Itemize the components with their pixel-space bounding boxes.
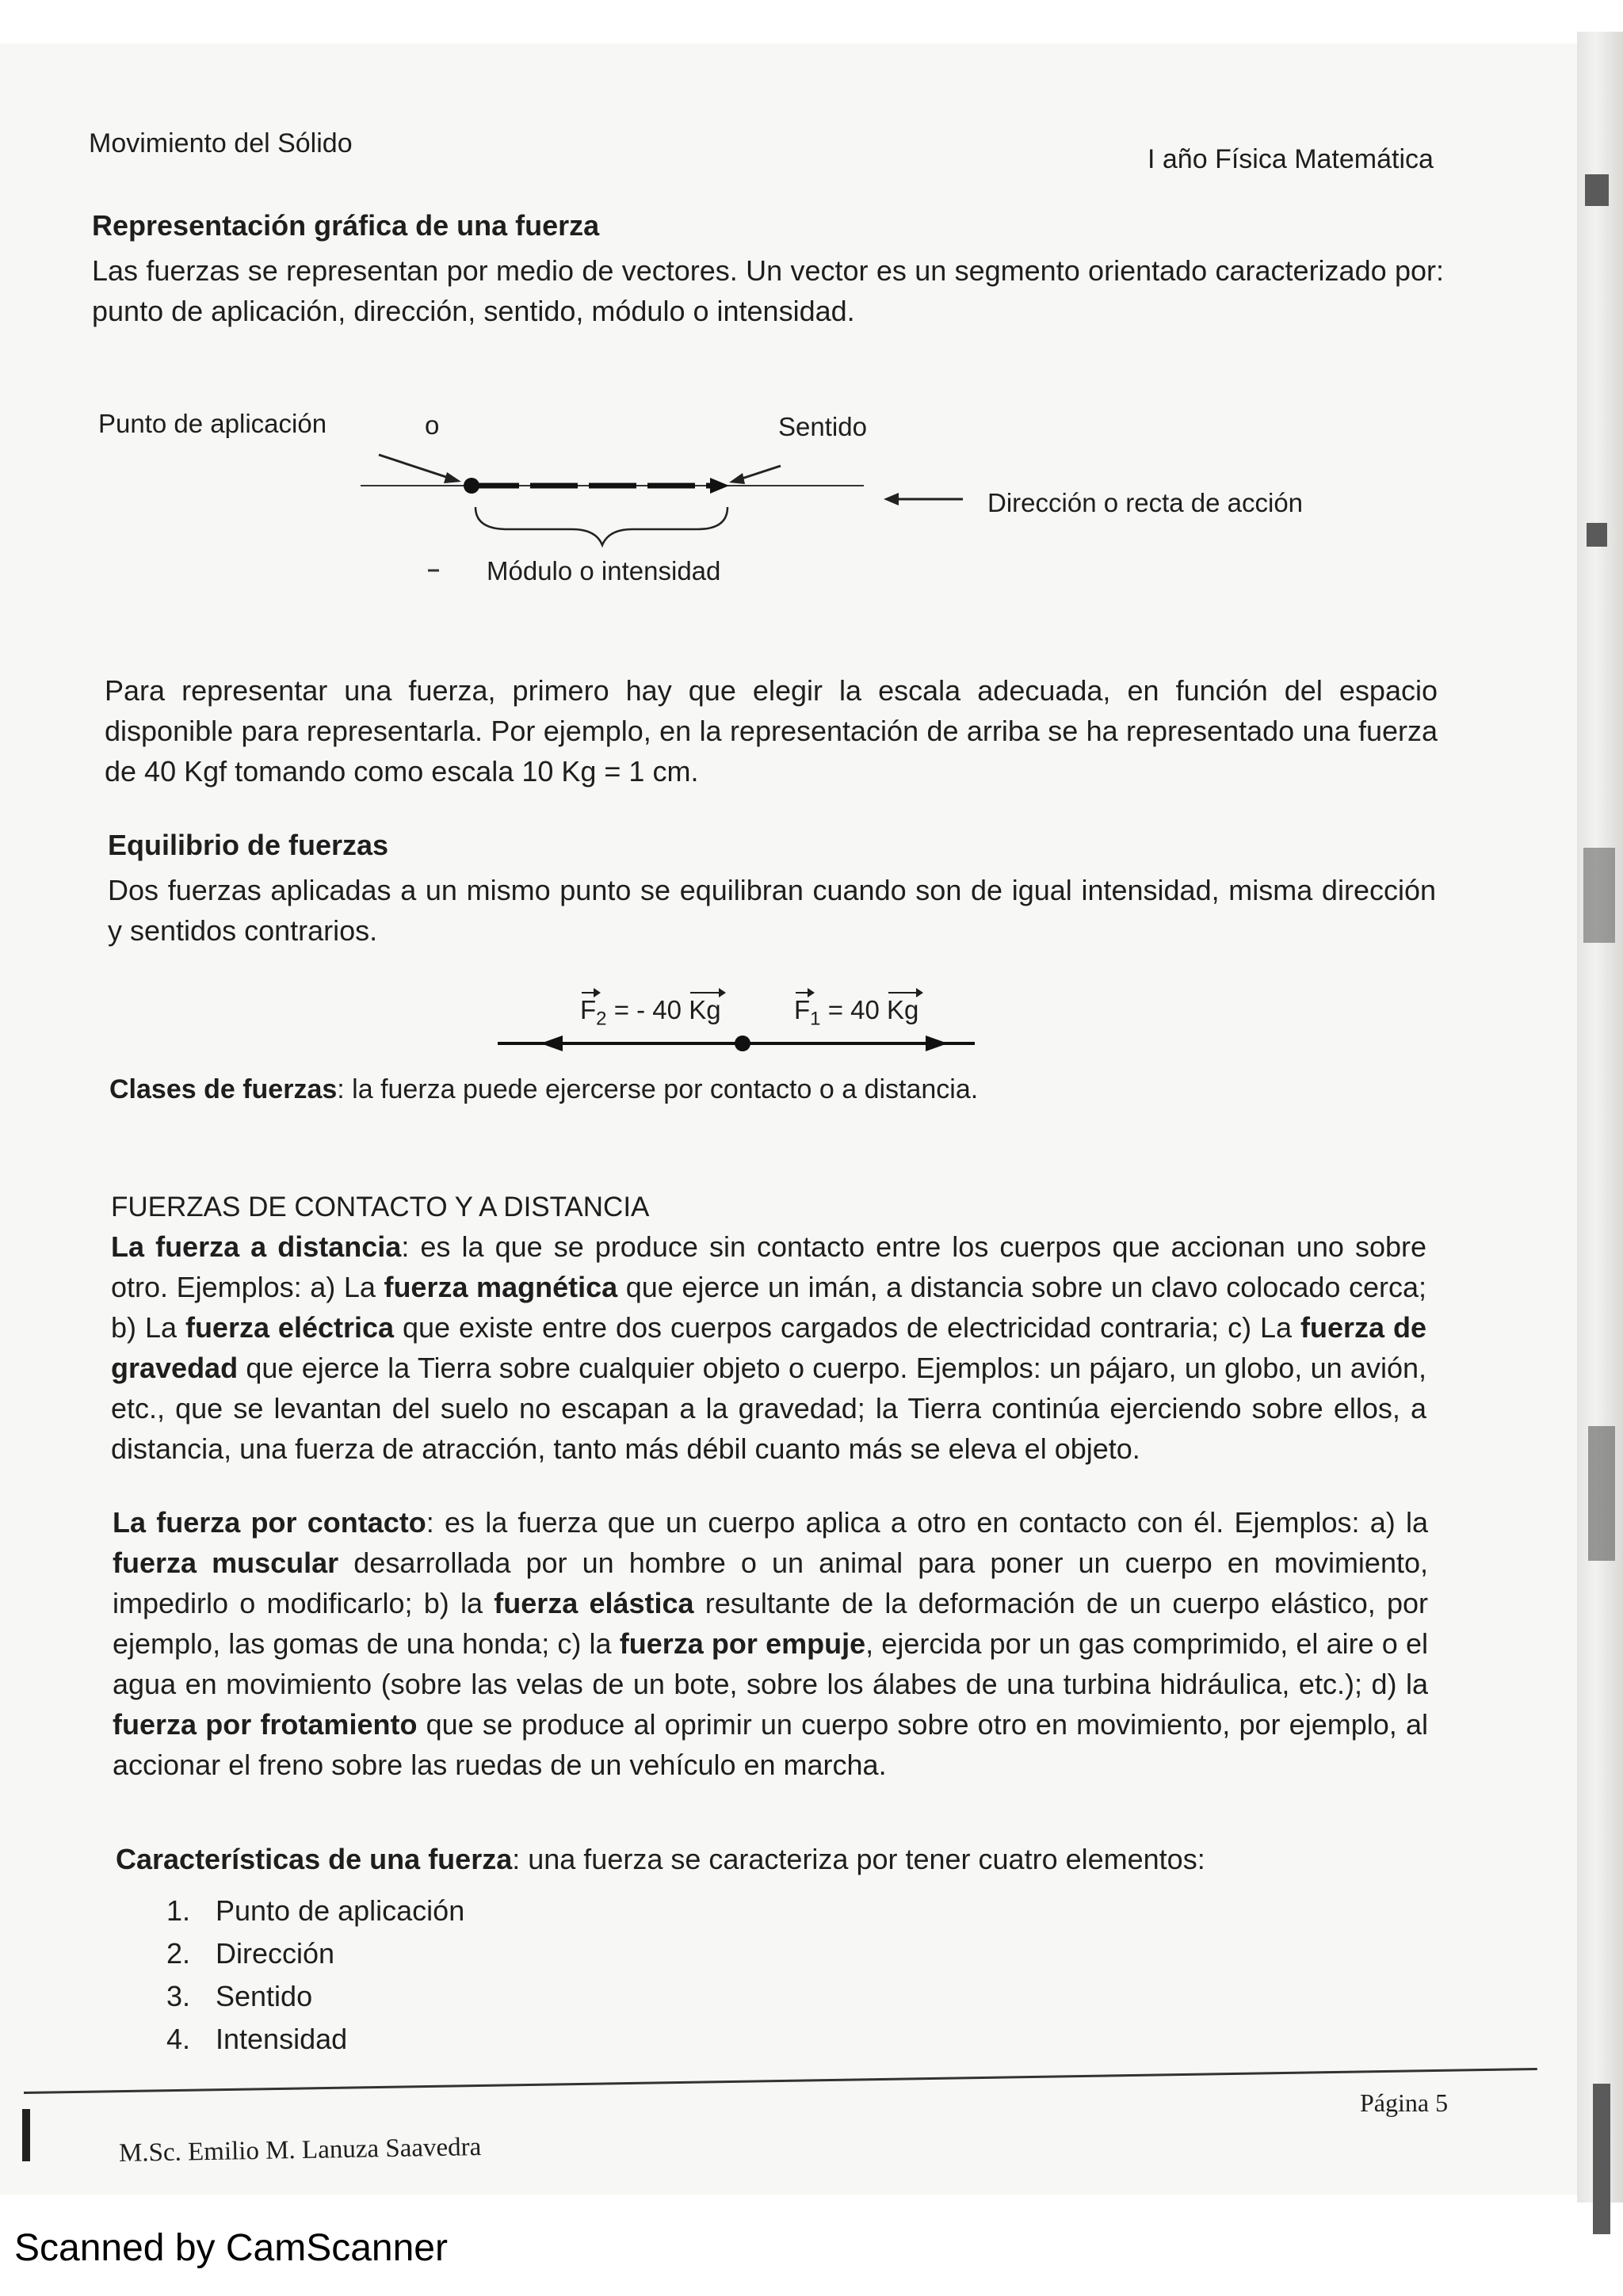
header-left: Movimiento del Sólido [89,128,353,158]
section-text-representation: Las fuerzas se representan por medio de vectores. Un vector es un segmento orientado caracterizado por: punto de aplicación, dirección, sentido, módulo o intensidad. [92,254,1444,327]
label-sense: Sentido [778,412,867,441]
vector-diagram [0,428,1030,586]
paragraph-scale-text: Para representar una fuerza, primero hay que elegir la escala adecuada, en función del espacio disponible para representarla. Por ejemplo, en la representación de arriba se ha representado una fuerza de 40 Kgf tomando como escala 10 Kg = 1 cm. [105,674,1438,788]
elastic-term: fuerza elástica [494,1587,694,1619]
distance-text: que existe entre dos cuerpos cargados de electricidad contraria; c) La [394,1311,1300,1344]
contact-text: resultante de la deformación de un cuerpo elástico, por ejemplo, las gomas de una honda; c) la [113,1587,1428,1660]
vector-arrowhead [710,478,729,494]
label-module: Módulo o intensidad [487,556,721,585]
footer-left-mark [22,2109,30,2161]
f2-symbol: F [580,995,597,1024]
characteristics-list [166,1890,464,2061]
label-direction: Dirección o recta de acción [987,488,1304,517]
friction-term: fuerza por frotamiento [113,1708,418,1741]
list-text: Intensidad [216,2023,348,2055]
contact-text: desarrollada por un hombre o un animal para poner un cuerpo en movimiento, impedirlo o modificarlo; b) la [113,1547,1428,1619]
f1-symbol: F [794,995,811,1024]
edge-mark [1587,523,1607,547]
header-right: I año Física Matemática [1148,144,1434,174]
pointer-sense-head [729,473,745,484]
paragraph-scale [105,670,1438,791]
electric-term: fuerza eléctrica [185,1311,395,1344]
gravity-term: fuerza de gravedad [111,1311,1426,1384]
classes-text: : la fuerza puede ejercerse por contacto o a distancia. [337,1074,979,1104]
pointer-application-head [444,472,461,483]
list-item [166,1890,464,1932]
characteristics-line [116,1843,1205,1876]
list-item [166,1932,464,1975]
f1-unit: Kg [887,995,919,1024]
footer-author: M.Sc. Emilio M. Lanuza Saavedra [118,2133,482,2168]
list-text: Dirección [216,1937,335,1970]
distance-text: : es la que se produce sin contacto entre los cuerpos que accionan uno sobre otro. Ejemplos: a) La [111,1230,1426,1303]
paragraph-contact [113,1502,1428,1785]
module-brace [475,507,727,545]
edge-mark [1593,2084,1610,2234]
contact-text: que se produce al oprimir un cuerpo sobre otro en movimiento, por ejemplo, al accionar el freno sobre las ruedas de un vehículo en marcha. [113,1708,1428,1781]
page-number: Página 5 [1360,2088,1449,2117]
magnetic-term: fuerza magnética [384,1271,618,1303]
list-text: Punto de aplicación [216,1894,465,1927]
section-title-contact-distance: FUERZAS DE CONTACTO Y A DISTANCIA [111,1192,650,1222]
edge-mark [1585,174,1609,206]
list-item [166,2018,464,2061]
list-text: Sentido [216,1980,313,2012]
contact-text: , ejercida por un gas comprimido, el aire o el agua en movimiento (sobre las velas de un bote, sobre los álabes de una turbina hidráulica, etc.); d) la [113,1627,1428,1700]
pointer-application [379,455,453,479]
distance-text: que ejerce la Tierra sobre cualquier objeto o cuerpo. Ejemplos: un pájaro, un globo, un avión, etc., que se levantan del suelo no escapan a la gravedad; la Tierra continúa ejerciendo sobre ellos, a distancia, una fuerza de atracción, tanto más débil cuanto más se eleva el objeto. [111,1352,1426,1465]
f2-arrowhead [540,1035,563,1051]
section-title-representation: Representación gráfica de una fuerza [92,209,600,242]
f2-subscript: 2 [596,1008,607,1030]
paragraph-distance [111,1226,1426,1469]
page-edge-shadow [1577,32,1623,2203]
list-number: 1. [166,1894,191,1927]
list-number: 3. [166,1980,191,2012]
classes-label: Clases de fuerzas [109,1074,338,1104]
equilibrium-point [735,1035,750,1051]
application-point-dot [464,478,479,494]
list-number: 4. [166,2023,191,2055]
equilibrium-diagram [475,1022,999,1062]
classes-line [109,1074,978,1105]
f2-value: = - 40 [613,995,682,1024]
characteristics-label: Características de una fuerza [116,1843,513,1875]
distance-label: La fuerza a distancia [111,1230,402,1263]
distance-text: que ejerce un imán, a distancia sobre un clavo colocado cerca; b) La [111,1271,1426,1344]
f1-subscript: 1 [810,1008,821,1030]
list-number: 2. [166,1937,191,1970]
section-title-equilibrium: Equilibrio de fuerzas [108,829,389,861]
f1-arrowhead [926,1035,948,1051]
pointer-direction-head [884,493,899,505]
push-term: fuerza por empuje [619,1627,866,1660]
section-text-equilibrium: Dos fuerzas aplicadas a un mismo punto se equilibran cuando son de igual intensidad, misma dirección y sentidos contrarios. [108,874,1436,947]
label-application-point: Punto de aplicación [98,409,327,438]
contact-text: : es la fuerza que un cuerpo aplica a otro en contacto con él. Ejemplos: a) la [426,1506,1428,1539]
contact-label: La fuerza por contacto [113,1506,426,1539]
list-item [166,1975,464,2018]
scanner-watermark: Scanned by CamScanner [14,2227,448,2269]
edge-mark [1583,848,1615,943]
edge-mark [1588,1426,1615,1561]
label-origin: o [425,410,440,440]
characteristics-text: : una fuerza se caracteriza por tener cuatro elementos: [512,1843,1205,1875]
f2-unit: Kg [689,995,721,1024]
muscular-term: fuerza muscular [113,1547,339,1579]
f1-value: = 40 [827,995,880,1024]
